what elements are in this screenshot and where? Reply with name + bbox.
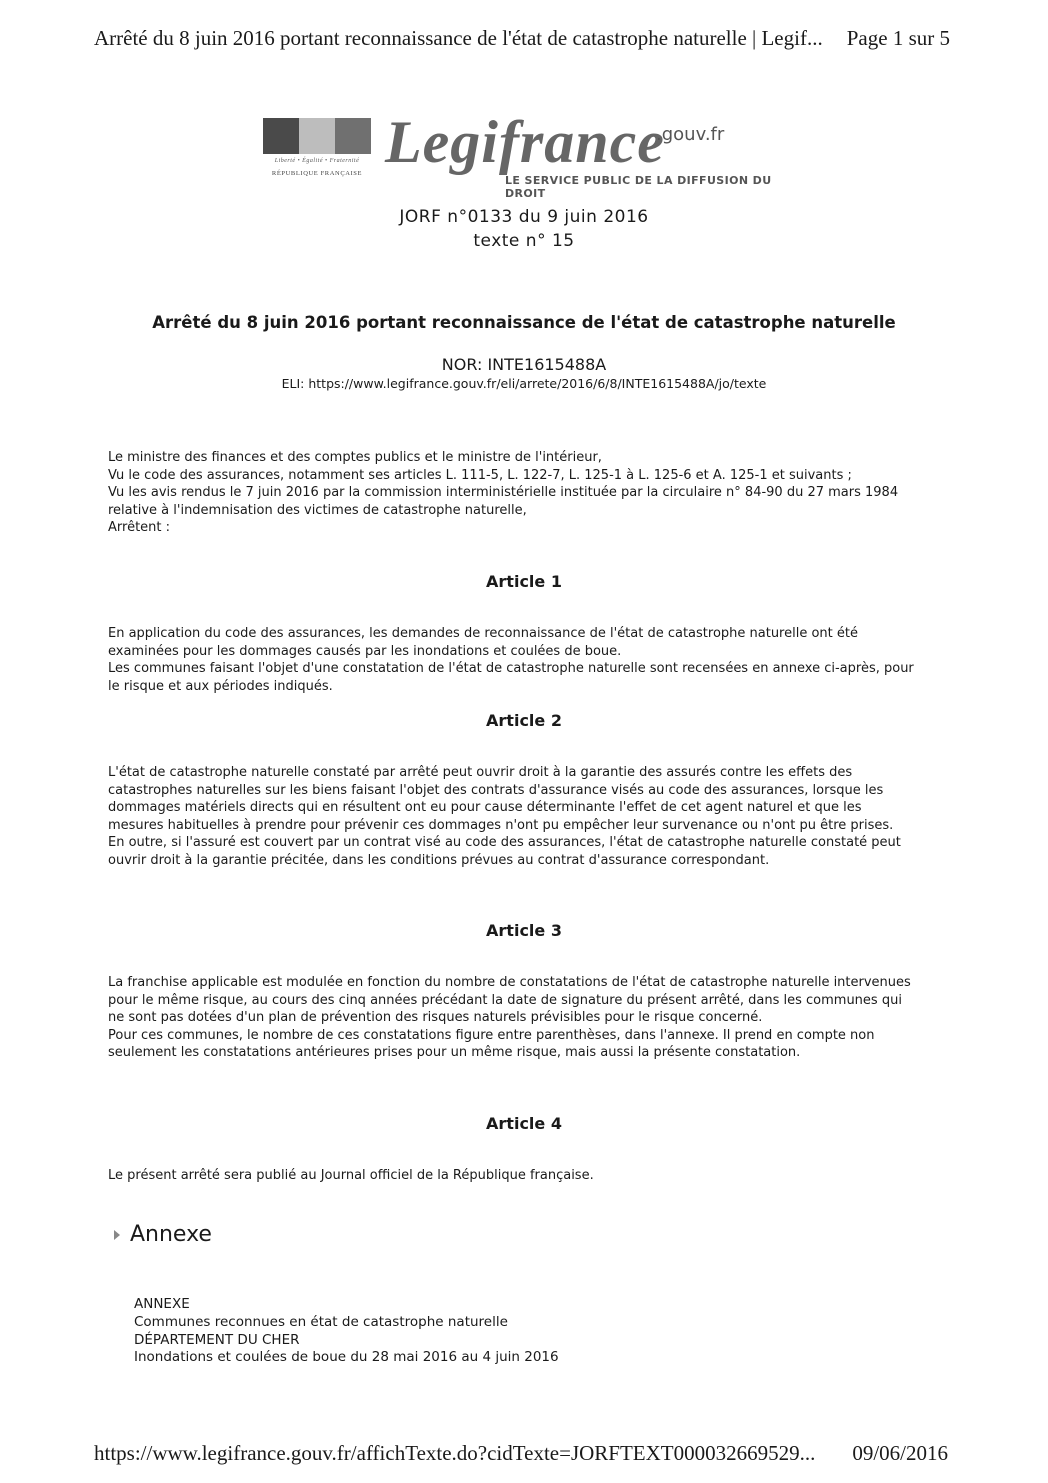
annexe-content [134, 1296, 559, 1367]
brand-name: Legifrance [385, 109, 665, 175]
text-number: texte n° 15 [473, 231, 575, 251]
print-header-title: Arrêté du 8 juin 2016 portant reconnaissance de l'état de catastrophe naturelle | Legif... [94, 26, 823, 50]
print-header-page: Page 1 sur 5 [846, 26, 950, 50]
article-paragraph: Pour ces communes, le nombre de ces constatations figure entre parenthèses, dans l'annexe. Il prend en compte non seulement les constatations antérieures prises pour un même risque, mais aussi la présente constatation. [108, 1027, 875, 1060]
jorf-number: JORF n°0133 du 9 juin 2016 [399, 207, 649, 227]
nor-reference: NOR: INTE1615488A [441, 355, 607, 374]
annexe-line: Inondations et coulées de boue du 28 mai 2016 au 4 juin 2016 [134, 1349, 559, 1366]
motto: Liberté • Égalité • Fraternité [274, 158, 360, 164]
print-footer-url: https://www.legifrance.gouv.fr/affichTexte.do?cidTexte=JORFTEXT000032669529... [94, 1441, 816, 1465]
document-title: Arrêté du 8 juin 2016 portant reconnaissance de l'état de catastrophe naturelle [152, 313, 896, 332]
article-4-body [108, 1167, 918, 1185]
annexe-line: ANNEXE [134, 1296, 190, 1312]
preamble-line: Arrêtent : [108, 520, 171, 535]
article-1-heading: Article 1 [486, 572, 562, 591]
article-2-heading: Article 2 [486, 711, 562, 730]
article-paragraph: En outre, si l'assuré est couvert par un contrat visé au code des assurances, l'état de catastrophe naturelle constaté peut ouvrir droit à la garantie précitée, dans les conditions prévues au contrat d'assurance correspondant. [108, 835, 901, 868]
legifrance-logo [263, 109, 783, 200]
article-paragraph: En application du code des assurances, les demandes de reconnaissance de l'état de catastrophe naturelle ont été examinées pour les dommages causés par les inondations et coulées de boue. [108, 626, 858, 659]
article-paragraph: Les communes faisant l'objet d'une constatation de l'état de catastrophe naturelle sont recensées en annexe ci-après, pour le risque et aux périodes indiqués. [108, 661, 914, 694]
triangle-right-icon [114, 1230, 120, 1240]
eli-reference: ELI: https://www.legifrance.gouv.fr/eli/arrete/2016/6/8/INTE1615488A/jo/texte [281, 376, 767, 391]
print-footer-date: 09/06/2016 [852, 1441, 948, 1465]
annexe-line: Communes reconnues en état de catastrophe naturelle [134, 1313, 508, 1330]
marianne-emblem [263, 118, 371, 184]
preamble-line: Le ministre des finances et des comptes publics et le ministre de l'intérieur, [108, 450, 602, 465]
tricolor-flag-icon [263, 118, 371, 154]
preamble [108, 449, 918, 537]
article-1-body [108, 625, 918, 695]
annexe-toggle[interactable] [114, 1222, 212, 1247]
print-footer [94, 1441, 948, 1466]
brand-tagline: LE SERVICE PUBLIC DE LA DIFFUSION DU DROIT [505, 174, 772, 200]
article-3-body [108, 974, 918, 1062]
flag-stripe-1 [263, 118, 299, 154]
annexe-line: DÉPARTEMENT DU CHER [134, 1331, 300, 1348]
article-paragraph: L'état de catastrophe naturelle constaté par arrêté peut ouvrir droit à la garantie des assurés contre les effets des catastrophes naturelles sur les biens faisant l'objet des contrats d'assurance visés au code des assurances, lorsque les dommages matériels directs qui en résultent ont eu pour cause déterminante l'effet de cet agent naturel et que les mesures habituelles à prendre pour prévenir ces dommages n'ont pu empêcher leur survenance ou n'ont pu être prises. [108, 765, 894, 833]
flag-stripe-2 [299, 118, 335, 154]
republic-label: RÉPUBLIQUE FRANÇAISE [271, 170, 363, 177]
preamble-line: Vu le code des assurances, notamment ses articles L. 111-5, L. 122-7, L. 125-1 à L. 125-6 et A. 125-1 et suivants ; [108, 467, 852, 483]
annexe-heading: Annexe [130, 1222, 212, 1247]
article-2-body [108, 764, 918, 869]
print-header [94, 26, 950, 51]
article-paragraph: La franchise applicable est modulée en fonction du nombre de constatations de l'état de catastrophe naturelle intervenues pour le même risque, au cours des cinq années précédant la date de signature du présent arrêté, dans les communes qui ne sont pas dotées d'un plan de prévention des risques naturels prévisibles pour le risque concerné. [108, 975, 911, 1025]
article-4-heading: Article 4 [486, 1114, 562, 1133]
article-3-heading: Article 3 [486, 921, 562, 940]
brand-domain: .gouv.fr [656, 124, 725, 145]
flag-stripe-3 [335, 118, 371, 154]
article-paragraph: Le présent arrêté sera publié au Journal officiel de la République française. [108, 1168, 594, 1183]
jorf-reference [0, 205, 1048, 253]
preamble-line: Vu les avis rendus le 7 juin 2016 par la commission interministérielle instituée par la circulaire n° 84-90 du 27 mars 1984 relative à l'indemnisation des victimes de catastrophe naturelle, [108, 485, 899, 518]
